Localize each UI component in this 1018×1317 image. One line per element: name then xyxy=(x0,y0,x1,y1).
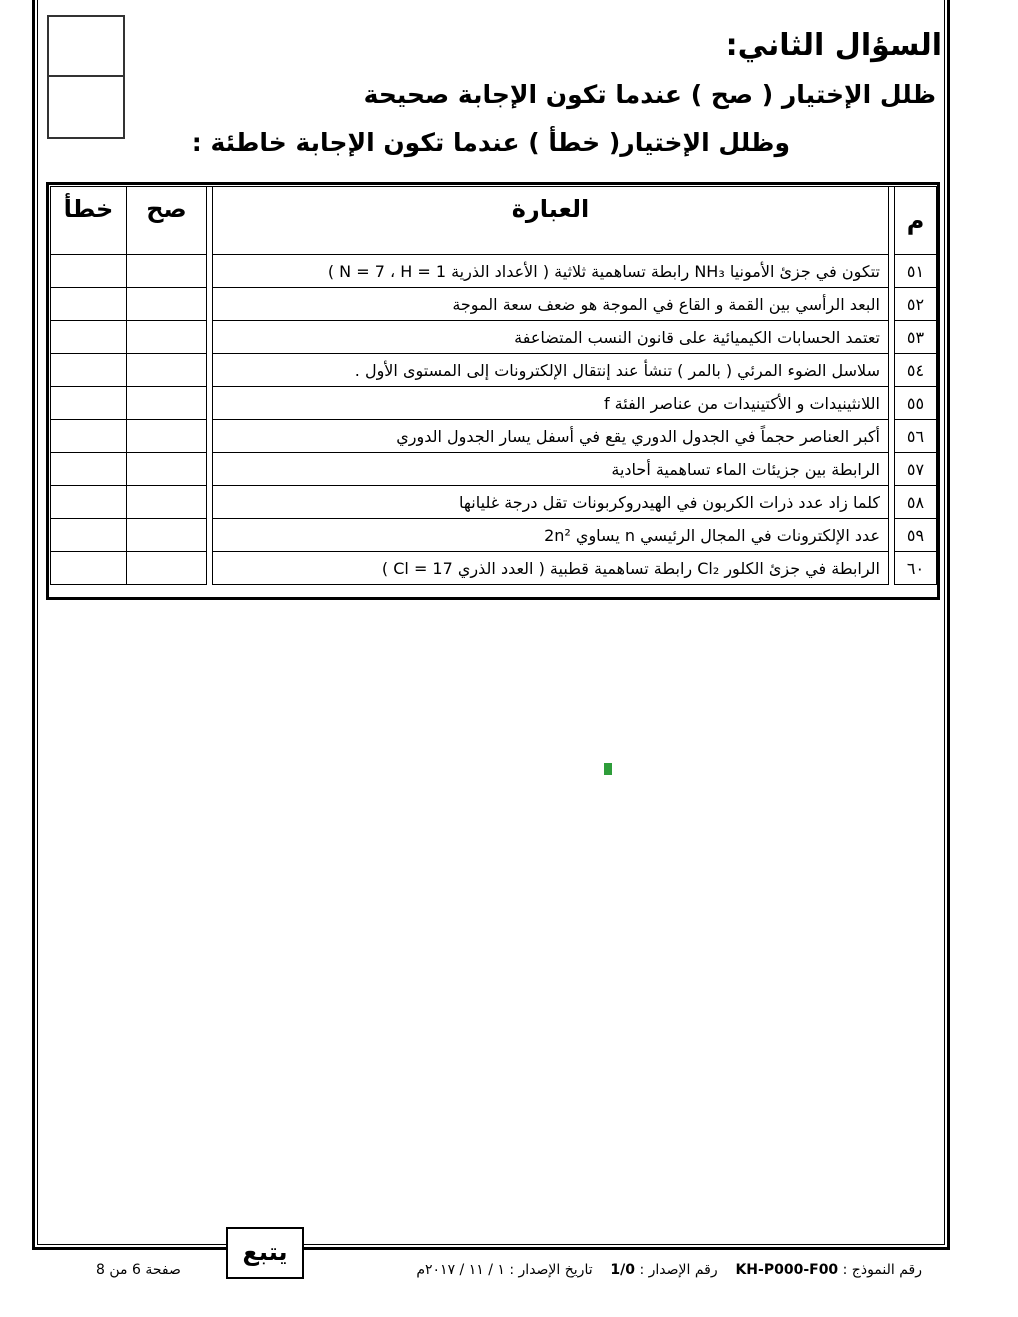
row-statement: كلما زاد عدد ذرات الكربون في الهيدروكربونات تقل درجة غليانها xyxy=(213,486,889,519)
row-gap xyxy=(889,420,895,453)
row-gap xyxy=(207,255,213,288)
header-true: صح xyxy=(127,187,207,255)
table-row xyxy=(51,321,937,354)
row-statement: تعتمد الحسابات الكيميائية على قانون النسب المتضاعفة xyxy=(213,321,889,354)
page-number: صفحة 6 من 8 xyxy=(96,1262,181,1278)
row-statement: البعد الرأسي بين القمة و القاع في الموجة هو ضعف سعة الموجة xyxy=(213,288,889,321)
row-number: ٥٤ xyxy=(895,354,937,387)
true-answer-cell[interactable] xyxy=(127,321,207,354)
true-answer-cell[interactable] xyxy=(127,387,207,420)
false-answer-cell[interactable] xyxy=(51,255,127,288)
table-header-row xyxy=(51,187,937,255)
row-gap xyxy=(889,387,895,420)
true-answer-cell[interactable] xyxy=(127,288,207,321)
row-gap xyxy=(889,354,895,387)
row-number: ٥٩ xyxy=(895,519,937,552)
true-answer-cell[interactable] xyxy=(127,519,207,552)
footer-meta xyxy=(416,1262,922,1278)
false-answer-cell[interactable] xyxy=(51,354,127,387)
false-answer-cell[interactable] xyxy=(51,321,127,354)
row-gap xyxy=(207,519,213,552)
row-statement: أكبر العناصر حجماً في الجدول الدوري يقع في أسفل يسار الجدول الدوري xyxy=(213,420,889,453)
row-number: ٥٨ xyxy=(895,486,937,519)
row-gap xyxy=(207,453,213,486)
row-gap xyxy=(889,519,895,552)
date-label: تاريخ الإصدار : xyxy=(509,1262,593,1278)
row-number: ٦٠ xyxy=(895,552,937,585)
row-gap xyxy=(207,321,213,354)
table-row xyxy=(51,519,937,552)
true-answer-cell[interactable] xyxy=(127,420,207,453)
row-gap xyxy=(207,387,213,420)
row-gap xyxy=(889,486,895,519)
false-answer-cell[interactable] xyxy=(51,288,127,321)
row-gap xyxy=(889,552,895,585)
question-title: السؤال الثاني: xyxy=(725,28,942,63)
row-gap xyxy=(889,255,895,288)
table-row xyxy=(51,486,937,519)
row-number: ٥٢ xyxy=(895,288,937,321)
row-gap xyxy=(207,420,213,453)
table-row xyxy=(51,453,937,486)
table-row xyxy=(51,552,937,585)
date-value: ١ / ١١ / ٢٠١٧م xyxy=(416,1262,505,1278)
row-statement: سلاسل الضوء المرئي ( بالمر ) تنشأ عند إنتقال الإلكترونات إلى المستوى الأول . xyxy=(213,354,889,387)
green-mark xyxy=(604,763,612,775)
true-answer-cell[interactable] xyxy=(127,486,207,519)
row-number: ٥١ xyxy=(895,255,937,288)
row-number: ٥٦ xyxy=(895,420,937,453)
true-answer-cell[interactable] xyxy=(127,552,207,585)
table-row xyxy=(51,420,937,453)
header-num: م xyxy=(895,187,937,255)
table-row xyxy=(51,387,937,420)
table-row xyxy=(51,255,937,288)
true-answer-cell[interactable] xyxy=(127,255,207,288)
false-answer-cell[interactable] xyxy=(51,552,127,585)
row-gap xyxy=(889,321,895,354)
header-false: خطأ xyxy=(51,187,127,255)
continue-box: يتبع xyxy=(226,1227,304,1279)
header-gap xyxy=(207,187,213,255)
row-statement: عدد الإلكترونات في المجال الرئيسي n يساوي 2n² xyxy=(213,519,889,552)
row-statement: تتكون في جزئ الأمونيا NH₃ رابطة تساهمية ثلاثية ( الأعداد الذرية N = 7 ، H = 1 ) xyxy=(213,255,889,288)
row-gap xyxy=(207,354,213,387)
false-answer-cell[interactable] xyxy=(51,420,127,453)
table-row xyxy=(51,288,937,321)
false-answer-cell[interactable] xyxy=(51,519,127,552)
row-number: ٥٥ xyxy=(895,387,937,420)
score-box xyxy=(47,15,125,139)
version-value: 1/0 xyxy=(610,1262,636,1278)
version-label: رقم الإصدار : xyxy=(639,1262,718,1278)
row-statement: الرابطة بين جزيئات الماء تساهمية أحادية xyxy=(213,453,889,486)
score-box-divider xyxy=(49,75,123,77)
row-gap xyxy=(207,288,213,321)
true-false-table xyxy=(50,186,937,585)
instruction-true: ظلل الإختيار ( صح ) عندما تكون الإجابة صحيحة xyxy=(363,80,936,109)
row-number: ٥٣ xyxy=(895,321,937,354)
row-statement: الرابطة في جزئ الكلور Cl₂ رابطة تساهمية قطبية ( العدد الذري Cl = 17 ) xyxy=(213,552,889,585)
true-answer-cell[interactable] xyxy=(127,453,207,486)
row-gap xyxy=(889,288,895,321)
model-value: KH-P000-F00 xyxy=(735,1262,839,1278)
false-answer-cell[interactable] xyxy=(51,387,127,420)
false-answer-cell[interactable] xyxy=(51,486,127,519)
row-number: ٥٧ xyxy=(895,453,937,486)
instruction-false: وظلل الإختيار( خطأ ) عندما تكون الإجابة خاطئة : xyxy=(191,128,790,157)
table-row xyxy=(51,354,937,387)
model-label: رقم النموذج : xyxy=(842,1262,922,1278)
row-gap xyxy=(207,486,213,519)
header-gap xyxy=(889,187,895,255)
row-gap xyxy=(207,552,213,585)
row-gap xyxy=(889,453,895,486)
false-answer-cell[interactable] xyxy=(51,453,127,486)
header-statement: العبارة xyxy=(213,187,889,255)
true-answer-cell[interactable] xyxy=(127,354,207,387)
row-statement: اللانثينيدات و الأكتينيدات من عناصر الفئة f xyxy=(213,387,889,420)
